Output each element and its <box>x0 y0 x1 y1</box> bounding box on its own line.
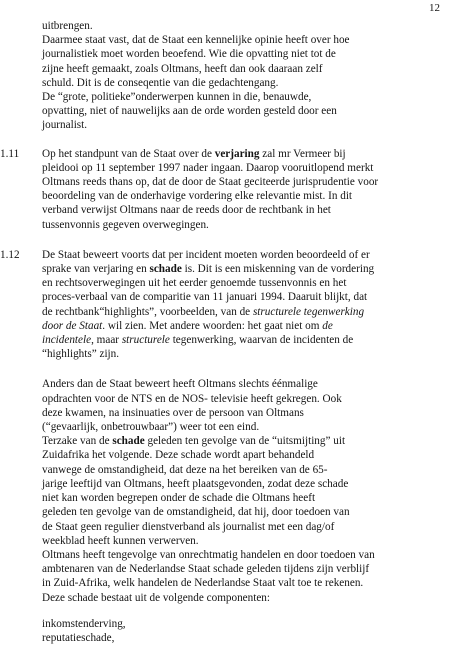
text-line: vanwege de omstandigheid, dat deze na het bereiken van de 65- <box>42 463 328 476</box>
section-number: 1.11 <box>0 147 20 160</box>
text-line: Oltmans heeft tengevolge van onrechtmatig handelen en door toedoen van <box>42 548 375 561</box>
text-line: Zuidafrika het volgende. Deze schade wordt apart behandeld <box>42 449 315 462</box>
italic-phrase: door de Staat <box>42 319 103 332</box>
text-line: incidentele, maar structurele tegenwerking, waarvan de incidenten de <box>42 334 354 347</box>
text-line: Op het standpunt van de Staat over de verjaring zal mr Vermeer bij <box>42 147 346 160</box>
text-line: beoordeling van de onderhavige vordering elke relevantie mist. In dit <box>42 190 353 203</box>
italic-phrase: structurele tegenwerking <box>252 305 365 318</box>
text-line: zijne heeft gemaakt, zoals Oltmans, heeft dan ook daaraan zelf <box>42 62 323 75</box>
list-item: reputatieschade, <box>42 631 115 644</box>
text-line: “highlights” zijn. <box>42 348 120 361</box>
text-line: Daarmee staat vast, dat de Staat een kennelijke opinie heeft over hoe <box>42 34 350 47</box>
text-line: opdrachten voor de NTS en de NOS- televisie heeft gekregen. Ook <box>42 392 342 405</box>
text-line: deze kwamen, na insinuaties over de persoon van Oltmans <box>42 406 304 419</box>
text-line: journalist. <box>42 119 88 132</box>
text-line: de rechtbank“highlights”, voorbeelden, van de structurele tegenwerking <box>42 305 365 318</box>
text-line: Oltmans reeds thans op, dat de door de Staat geciteerde jurisprudentie voor <box>42 176 379 189</box>
italic-phrase: structurele <box>121 334 170 347</box>
italic-phrase: incidentele <box>42 334 92 347</box>
text-line: in Zuid-Afrika, welk handelen de Nederlandse Staat valt toe te rekenen. <box>42 577 364 590</box>
list-item: inkomstenderving, <box>42 617 126 630</box>
text-line: weekblad heeft kunnen verwerven. <box>42 534 199 547</box>
text-line: tussenvonnis gegeven overwegingen. <box>42 218 209 231</box>
text-line: geleden ten gevolge van de omstandigheid, dat hij, door toedoen van <box>42 506 350 519</box>
page-number: 12 <box>429 2 440 14</box>
text-line: door de Staat. wil zien. Met andere woorden: het gaat niet om de <box>42 319 333 332</box>
text-line: Anders dan de Staat beweert heeft Oltmans slechts éénmalige <box>42 378 318 391</box>
text-line: De Staat beweert voorts dat per incident moeten worden beoordeeld of er <box>42 248 370 261</box>
text-line: schuld. Dit is de conseqentie van die gedachtengang. <box>42 76 279 89</box>
italic-phrase: de <box>322 319 333 332</box>
bold-term-schade: schade <box>149 263 182 276</box>
section-number: 1.12 <box>0 248 20 261</box>
text-line: de Staat geen regulier dienstverband als journalist met een dag/of <box>42 520 335 533</box>
text-line: Deze schade bestaat uit de volgende componenten: <box>42 591 271 604</box>
text-line: jarige leeftijd van Oltmans, heeft plaatsgevonden, zodat deze schade <box>42 477 349 490</box>
bold-term-verjaring: verjaring <box>214 147 260 160</box>
text-line: (“gevaarlijk, onbetrouwbaar”) weer tot een eind. <box>42 421 260 434</box>
text-line: De “grote, politieke”onderwerpen kunnen in die, benauwde, <box>42 91 312 104</box>
paragraph-nts-nos <box>42 377 442 434</box>
text-line: Terzake van de schade geleden ten gevolge van de “uitsmijting” uit <box>42 435 346 448</box>
text-line: journalistiek moet worden beoefend. Wie die opvatting niet tot de <box>42 48 336 61</box>
paragraph-intro <box>42 19 442 133</box>
paragraph-uitsmijting <box>42 434 442 604</box>
text-line: verband verwijst Oltmans naar de reeds door de rechtbank in het <box>42 204 331 217</box>
text-line: ambtenaren van de Nederlandse Staat schade geleden tijdens zijn verblijf <box>42 563 370 576</box>
text-line: niet kan worden begrepen onder de schade die Oltmans heeft <box>42 492 316 505</box>
damage-components-list <box>42 617 442 645</box>
text-line: pleidooi op 11 september 1997 nader ingaan. Daarop vooruitlopend merkt <box>42 161 374 174</box>
text-line: opvatting, niet of nauwelijks aan de orde worden gesteld door een <box>42 105 337 118</box>
section-1-12 <box>0 248 442 362</box>
text-line: sprake van verjaring en schade is. Dit is een miskenning van de vordering <box>42 263 375 276</box>
document-body <box>0 19 442 645</box>
section-1-11 <box>0 147 442 232</box>
bold-term-schade: schade <box>112 435 145 448</box>
text-line: uitbrengen. <box>42 20 93 32</box>
text-line: en rechtsoverwegingen uit het eerder genoemde tussenvonnis en het <box>42 277 347 290</box>
text-line: proces-verbaal van de comparitie van 11 januari 1994. Daaruit blijkt, dat <box>42 291 368 304</box>
